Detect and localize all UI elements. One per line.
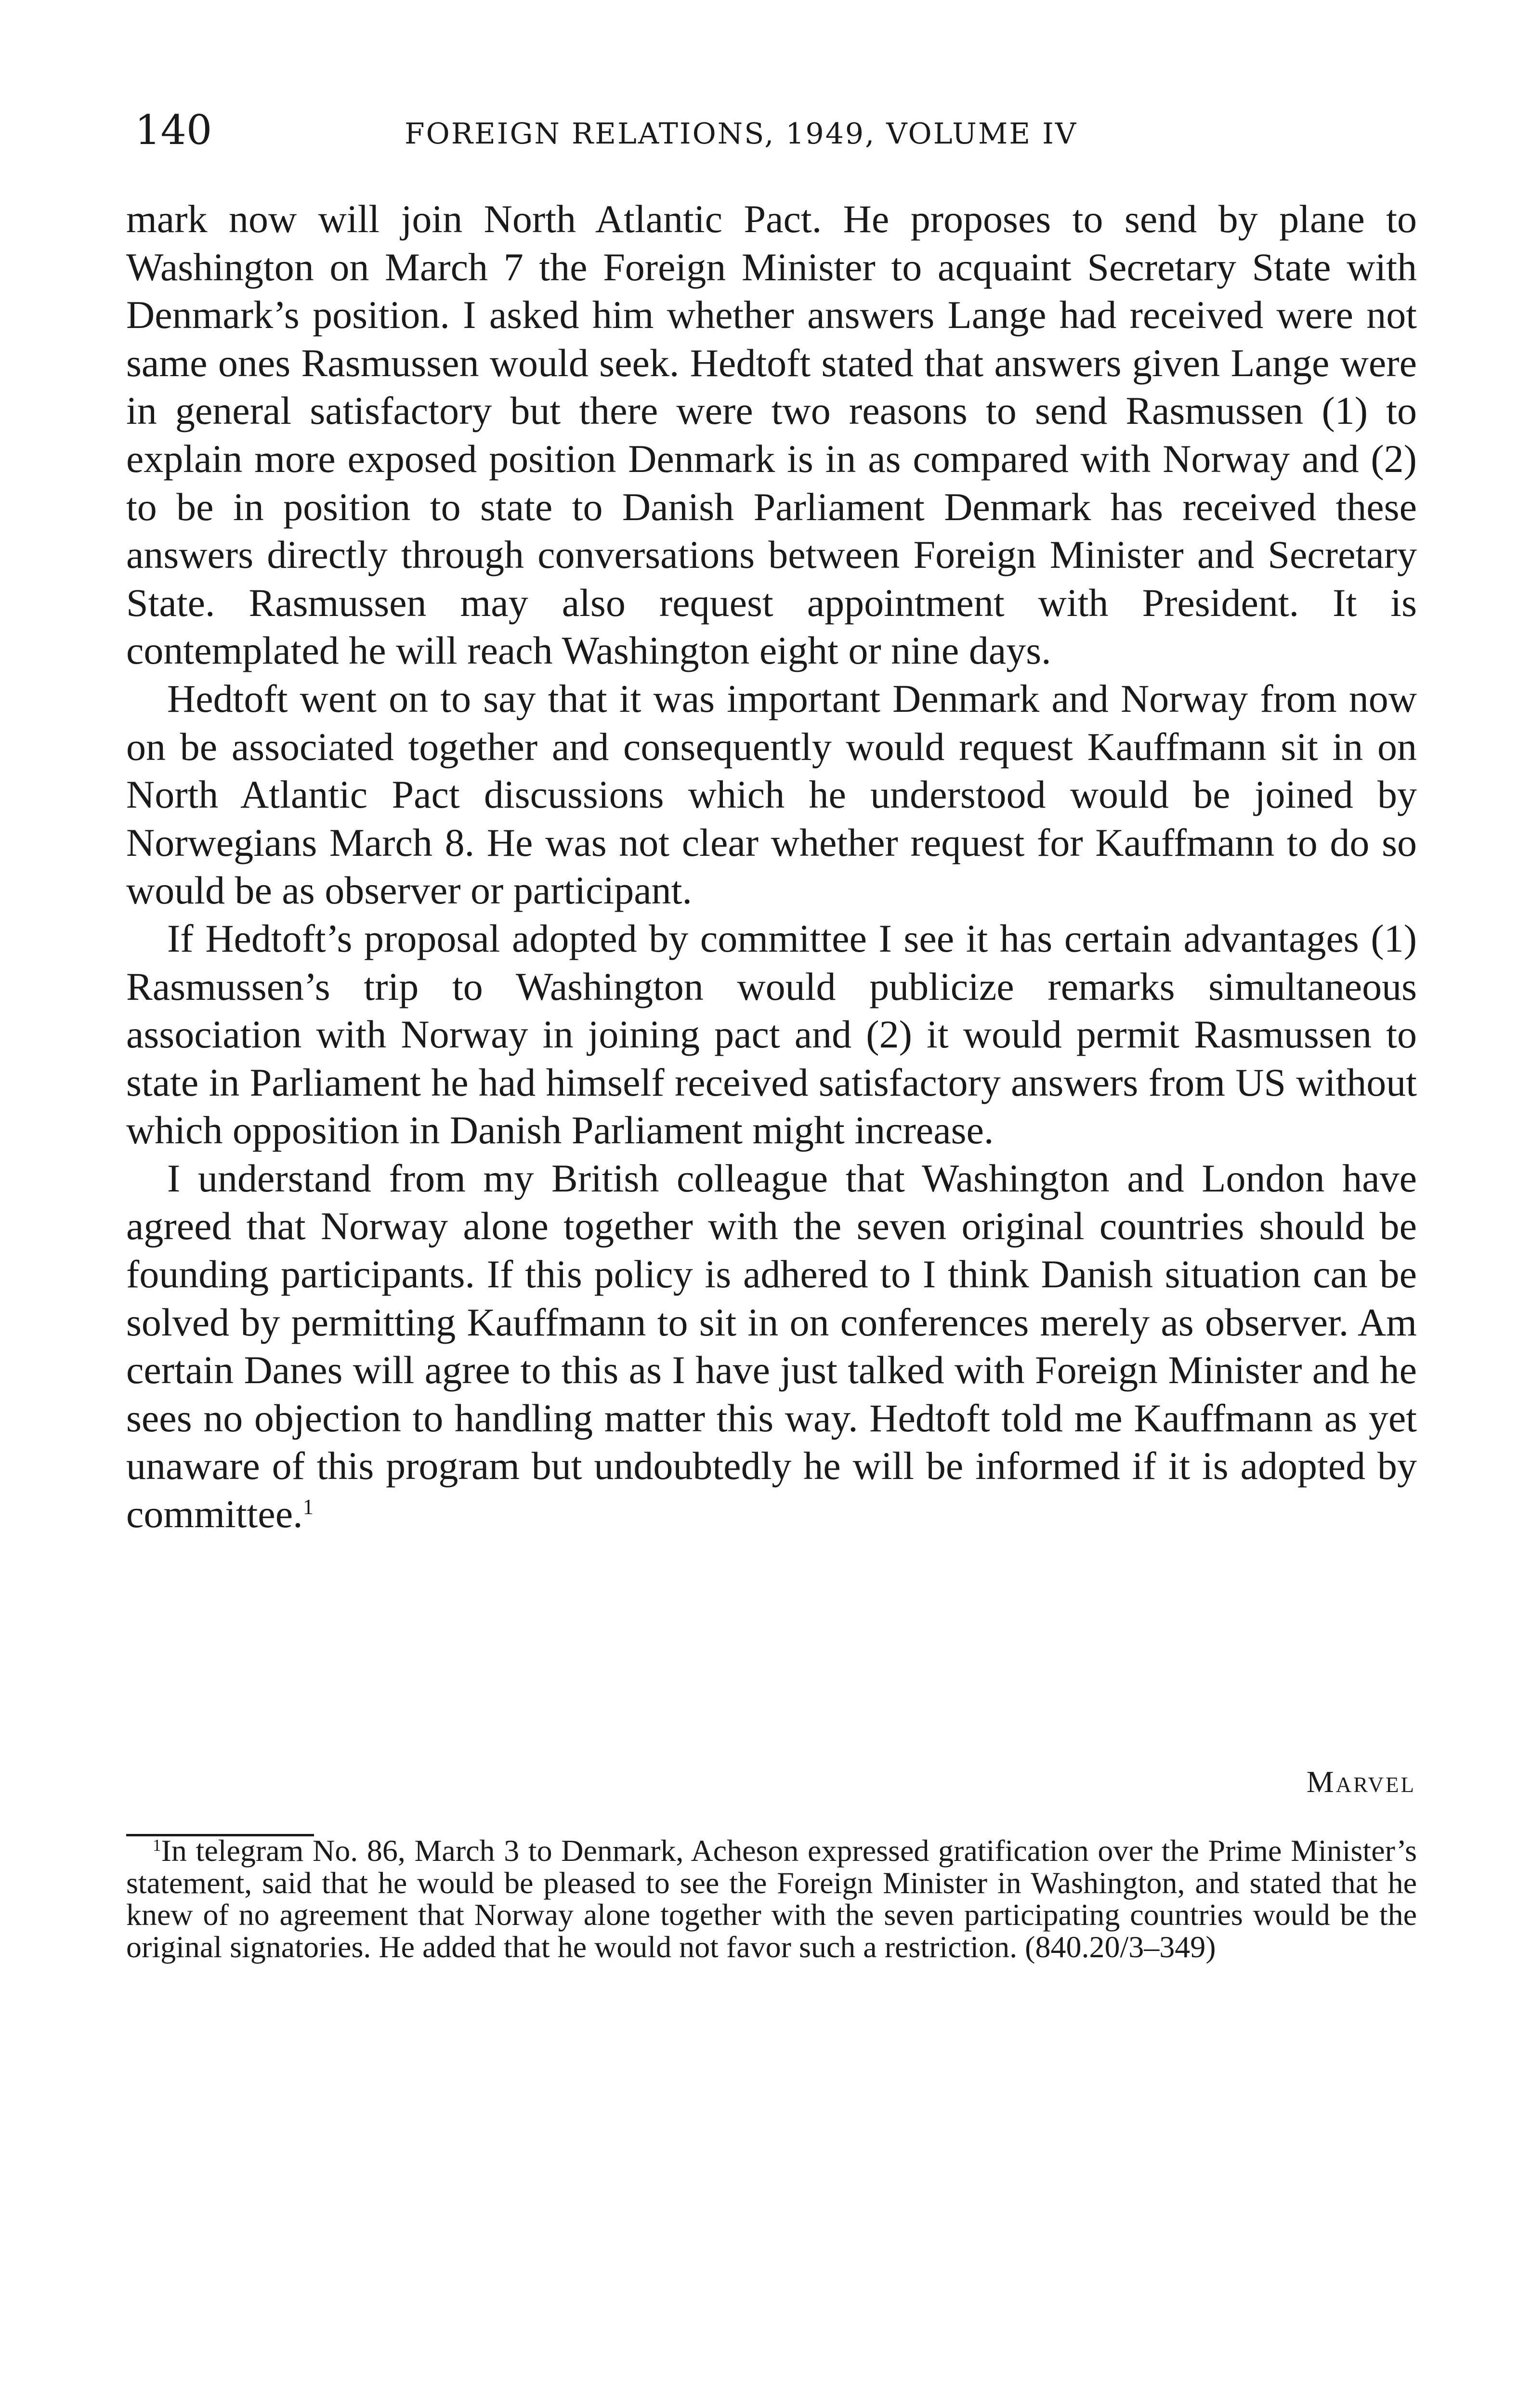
signature: Marvel bbox=[1306, 1765, 1416, 1799]
running-head: FOREIGN RELATIONS, 1949, VOLUME IV bbox=[405, 117, 1078, 151]
footnote-marker: 1 bbox=[153, 1835, 161, 1855]
paragraph-text: If Hedtoft’s proposal adopted by committee I see it has certain advantages (1) Rasmussen’s trip to Washington would publicize remarks simultaneous association with Norway in joining pact and (2) it would permit Rasmussen to state in Parliament he had himself received satisfactory answers from US without which opposition in Danish Parliament might increase. bbox=[126, 916, 1417, 1152]
paragraph bbox=[126, 1154, 1417, 1538]
footnote bbox=[126, 1835, 1417, 1963]
paragraph bbox=[126, 915, 1417, 1154]
paragraph-text: mark now will join North Atlantic Pact. He proposes to send by plane to Washington on March 7 the Foreign Minister to acquaint Secretary State with Denmark’s position. I asked him whether answers Lange had received were not same ones Rasmussen would seek. Hedtoft stated that answers given Lange were in general satisfactory but there were two reasons to send Rasmussen (1) to explain more exposed position Denmark is in as compared with Norway and (2) to be in position to state to Danish Parliament Denmark has received these answers directly through conversations between Foreign Minister and Secretary State. Rasmussen may also request appointment with President. It is contemplated he will reach Washington eight or nine days. bbox=[126, 197, 1417, 673]
paragraph-text: I understand from my British colleague that Washington and London have agreed that Norway alone together with the seven original countries should be founding participants. If this policy is adhered to I think Danish situation can be solved by permitting Kauffmann to sit in on conferences merely as observer. Am certain Danes will agree to this as I have just talked with Foreign Minister and he sees no objection to handling matter this way. Hedtoft told me Kauffmann as yet unaware of this program but undoubtedly he will be informed if it is adopted by committee. bbox=[126, 1156, 1417, 1536]
paragraph-continued bbox=[126, 195, 1417, 675]
page-header bbox=[135, 104, 1416, 161]
page-number: 140 bbox=[135, 106, 212, 154]
footnote-reference: 1 bbox=[302, 1494, 314, 1519]
paragraph-text: Hedtoft went on to say that it was important Denmark and Norway from now on be associated together and consequently would request Kauffmann sit in on North Atlantic Pact discussions which he understood would be joined by Norwegians March 8. He was not clear whether request for Kauffmann to do so would be as observer or participant. bbox=[126, 676, 1417, 913]
footnote-text: In telegram No. 86, March 3 to Denmark, Acheson expressed gratification over the Prime Minister’s statement, said that he would be pleased to see the Foreign Minister in Washington, and stated that he knew of no agreement that Norway alone together with the seven participating countries would be the original signatories. He added that he would not favor such a restriction. (840.20/3–349) bbox=[126, 1833, 1417, 1964]
paragraph bbox=[126, 675, 1417, 915]
document-body bbox=[126, 195, 1417, 1538]
